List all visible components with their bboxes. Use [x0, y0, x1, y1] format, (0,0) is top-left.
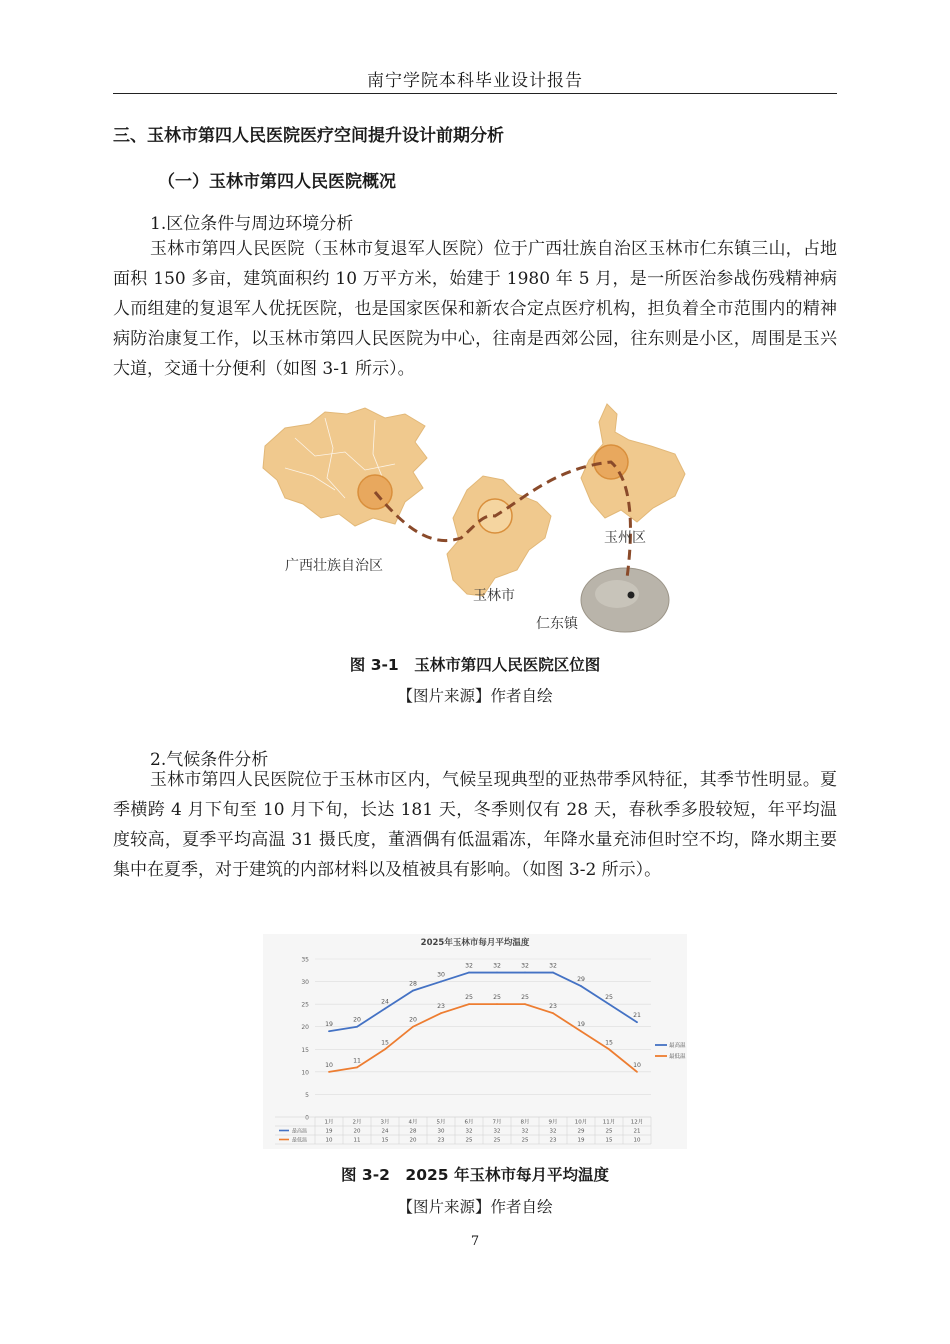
- data-point: [384, 1008, 386, 1010]
- data-label: 25: [605, 994, 613, 1002]
- data-point: [524, 972, 526, 974]
- y-tick-label: 30: [301, 979, 309, 987]
- data-label: 20: [353, 1016, 361, 1024]
- data-label: 15: [381, 1039, 389, 1047]
- data-point: [496, 1003, 498, 1005]
- hospital-marker-icon: [628, 592, 635, 599]
- table-cell: 20: [409, 1137, 417, 1144]
- data-label: 28: [409, 980, 417, 988]
- table-cell: 24: [381, 1128, 389, 1135]
- table-cell: 23: [549, 1137, 557, 1144]
- data-point: [608, 1048, 610, 1050]
- legend-entry: 最低温: [669, 1054, 686, 1060]
- table-cell: 10: [633, 1137, 641, 1144]
- header-rule: [113, 93, 837, 94]
- paragraph-location: 玉林市第四人民医院（玉林市复退军人医院）位于广西壮族自治区玉林市仁东镇三山，占地面积 150 多亩，建筑面积约 10 万平方米，始建于 1980 年 5 月，是一所医治参战伤残精神病人而组建的复退军人优抚医院，也是国家医保和新农合定点医疗机构，担负着全市范围内的精神病防治康复工作，以玉林市第四人民医院为中心，往南是西郊公园，往东则是小区，周围是玉兴大道，交通十分便利（如图 3-1 所示）。: [113, 239, 837, 379]
- data-label: 32: [549, 962, 557, 970]
- table-cell: 30: [437, 1128, 445, 1135]
- data-point: [468, 972, 470, 974]
- y-tick-label: 15: [301, 1046, 309, 1054]
- x-category-label: 1月: [324, 1119, 334, 1126]
- table-cell: 11: [353, 1137, 361, 1144]
- data-point: [552, 972, 554, 974]
- table-cell: 28: [409, 1128, 417, 1135]
- table-cell: 25: [465, 1137, 473, 1144]
- heading-location: 1.区位条件与周边环境分析: [150, 214, 354, 234]
- x-category-label: 2月: [352, 1119, 362, 1126]
- data-point: [384, 1048, 386, 1050]
- data-label: 11: [353, 1057, 361, 1065]
- data-point: [412, 990, 414, 992]
- yulin-city-shape: [447, 476, 551, 596]
- temperature-chart: [263, 934, 687, 1149]
- x-category-label: 6月: [464, 1119, 474, 1126]
- location-map: [255, 398, 695, 636]
- heading-climate: 2.气候条件分析: [150, 750, 269, 770]
- y-tick-label: 5: [305, 1091, 309, 1099]
- data-point: [328, 1071, 330, 1073]
- data-label: 19: [577, 1021, 585, 1029]
- table-cell: 19: [325, 1128, 333, 1135]
- label-yuzhou: 玉州区: [604, 530, 646, 546]
- data-label: 32: [493, 962, 501, 970]
- paragraph-climate: 玉林市第四人民医院位于玉林市区内，气候呈现典型的亚热带季风特征，其季节性明显。夏季横跨 4 月下旬至 10 月下旬，长达 181 天，冬季则仅有 28 天，春秋季多股较短，年平均温度较高，夏季平均高温 31 摄氏度，董酒偶有低温霜冻，年降水量充沛但时空不均，降水期主要集中在夏季，对于建筑的内部材料以及植被具有影响。（如图 3-2 所示）。: [113, 770, 837, 880]
- data-point: [356, 1066, 358, 1068]
- table-cell: 15: [381, 1137, 389, 1144]
- data-point: [412, 1026, 414, 1028]
- data-label: 32: [521, 962, 529, 970]
- data-point: [636, 1071, 638, 1073]
- x-category-label: 3月: [380, 1119, 390, 1126]
- data-point: [636, 1021, 638, 1023]
- data-label: 32: [465, 962, 473, 970]
- table-cell: 19: [577, 1137, 585, 1144]
- y-tick-label: 10: [301, 1069, 309, 1077]
- subsection-heading: （一）玉林市第四人民医院概况: [158, 172, 396, 192]
- label-guangxi: 广西壮族自治区: [285, 558, 383, 574]
- data-point: [552, 1012, 554, 1014]
- table-cell: 21: [633, 1128, 641, 1135]
- table-cell: 32: [521, 1128, 529, 1135]
- data-point: [524, 1003, 526, 1005]
- section-heading: 三、玉林市第四人民医院医疗空间提升设计前期分析: [113, 126, 504, 146]
- data-point: [440, 1012, 442, 1014]
- table-cell: 25: [521, 1137, 529, 1144]
- x-category-label: 4月: [408, 1119, 418, 1126]
- table-cell: 20: [353, 1128, 361, 1135]
- x-category-label: 5月: [436, 1119, 446, 1126]
- data-label: 25: [521, 994, 529, 1002]
- x-category-label: 12月: [630, 1119, 644, 1126]
- table-cell: 32: [493, 1128, 501, 1135]
- data-point: [468, 1003, 470, 1005]
- data-point: [328, 1030, 330, 1032]
- data-label: 25: [493, 994, 501, 1002]
- y-tick-label: 35: [301, 956, 309, 964]
- x-category-label: 7月: [492, 1119, 502, 1126]
- legend-entry: 最高温: [669, 1043, 686, 1049]
- data-label: 23: [437, 1003, 445, 1011]
- data-label: 30: [437, 971, 445, 979]
- data-point: [580, 1030, 582, 1032]
- table-cell: 25: [605, 1128, 613, 1135]
- y-tick-label: 25: [301, 1001, 309, 1009]
- table-cell: 25: [493, 1137, 501, 1144]
- page-number: 7: [470, 1234, 480, 1249]
- data-point: [356, 1026, 358, 1028]
- data-label: 15: [605, 1039, 613, 1047]
- table-cell: 29: [577, 1128, 585, 1135]
- data-label: 23: [549, 1003, 557, 1011]
- data-label: 20: [409, 1016, 417, 1024]
- table-cell: 32: [549, 1128, 557, 1135]
- figure1-caption: 图 3-1 玉林市第四人民医院区位图: [349, 656, 601, 674]
- data-label: 19: [325, 1021, 333, 1029]
- table-cell: 23: [437, 1137, 445, 1144]
- x-category-label: 8月: [520, 1119, 530, 1126]
- data-label: 10: [633, 1061, 641, 1069]
- data-label: 25: [465, 994, 473, 1002]
- data-point: [608, 1003, 610, 1005]
- chart-title: 2025年玉林市每月平均温度: [420, 938, 530, 948]
- table-series-name: 最高温: [292, 1128, 308, 1135]
- data-point: [580, 985, 582, 987]
- table-series-name: 最低温: [292, 1137, 308, 1144]
- figure2-source: 【图片来源】作者自绘: [397, 1198, 553, 1216]
- data-label: 21: [633, 1012, 641, 1020]
- x-category-label: 11月: [602, 1119, 616, 1126]
- table-cell: 32: [465, 1128, 473, 1135]
- guangxi-region-shape: [263, 408, 427, 526]
- x-category-label: 9月: [548, 1119, 558, 1126]
- data-label: 24: [381, 998, 389, 1006]
- label-yulin: 玉林市: [473, 588, 515, 604]
- running-header: 南宁学院本科毕业设计报告: [367, 71, 583, 91]
- table-cell: 10: [325, 1137, 333, 1144]
- label-rendong: 仁东镇: [536, 616, 578, 632]
- data-point: [440, 981, 442, 983]
- y-tick-label: 20: [301, 1024, 309, 1032]
- x-category-label: 10月: [574, 1119, 588, 1126]
- table-cell: 15: [605, 1137, 613, 1144]
- data-point: [496, 972, 498, 974]
- data-label: 10: [325, 1061, 333, 1069]
- figure1-source: 【图片来源】作者自绘: [397, 687, 553, 705]
- y-tick-label: 0: [305, 1114, 309, 1122]
- figure2-caption: 图 3-2 2025 年玉林市每月平均温度: [341, 1166, 609, 1184]
- data-label: 29: [577, 976, 585, 984]
